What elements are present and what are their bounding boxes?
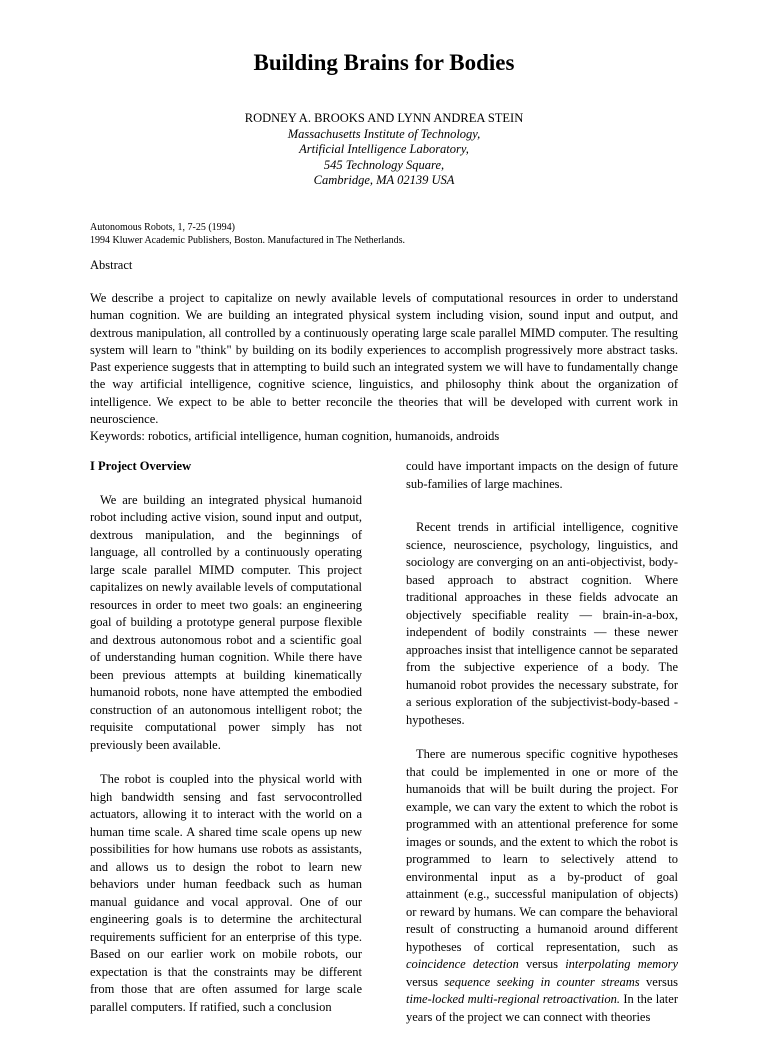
affiliation-line: Cambridge, MA 02139 USA [313, 173, 455, 187]
journal-citation: Autonomous Robots, 1, 7-25 (1994) [90, 222, 235, 233]
section-heading: I Project Overview [90, 459, 192, 473]
hypothesis-term: time-locked multi-regional retroactivation. [406, 992, 620, 1006]
hypothesis-term: sequence seeking in counter streams [444, 974, 640, 989]
author-block [0, 111, 768, 189]
left-column [90, 458, 362, 1033]
body-paragraph [406, 746, 678, 1026]
abstract-text: We describe a project to capitalize on newly available levels of computational resources in order to understand human cognition. We are building an integrated physical system including vision, sound input and output, and dextrous manipulation, all controlled by a continuously operating large scale parallel MIMD computer. The resulting system will learn to "think" by building on its bodily experiences to accomplish progressively more abstract tasks. Past experience suggests that in attempting to build such an integrated system we will have to fundamentally change the way artificial intelligence, cognitive science, linguistics, and philosophy think about the organization of intelligence. We expect to be able to better reconcile the theories that will be developed with current work in neuroscience. [90, 291, 678, 427]
affiliation-line: Massachusetts Institute of Technology, [287, 126, 481, 141]
body-paragraph: Recent trends in artificial intelligence, cognitive science, neuroscience, psychology, linguistics, and sociology are converging on an anti-objectivist, body-based approach to abstract cognition. Where traditional approaches in these fields advocate an objectively specifiable reality — brain-in-a-box, independent of bodily constraints — these newer approaches insist that intelligence cannot be separated from the subjective experience of a body. The humanoid robot provides the necessary substrate, for a serious exploration of the subjectivist-body-based -hypotheses. [406, 520, 678, 727]
hypothesis-term: coincidence detection [406, 957, 519, 971]
abstract-heading: Abstract [90, 258, 133, 272]
right-column [406, 458, 678, 1043]
versus-text: versus [406, 974, 445, 989]
keywords: Keywords: robotics, artificial intelligence, human cognition, humanoids, androids [90, 429, 500, 443]
publication-info [90, 221, 405, 247]
affiliation-line: 545 Technology Square, [323, 157, 445, 172]
hypothesis-term: interpolating memory [565, 957, 678, 971]
body-paragraph: The robot is coupled into the physical world with high bandwidth sensing and fast servocontrolled actuators, allowing it to interact with the world on a human time scale. A shared time scale opens up new possibilities for how humans use robots as assistants, and allows us to design the robot to learn new behaviors under human feedback such as human manual guidance and vocal approval. One of our engineering goals is to determine the architectural requirements sufficient for an enterprise of this type. Based on our earlier work on mobile robots, our expectation is that the constraints may be different from those that are often assumed for large scale parallel computers. If ratified, such a conclusion [90, 772, 362, 1014]
versus-text: versus [518, 957, 566, 971]
affiliation-line: Artificial Intelligence Laboratory, [299, 142, 469, 156]
publisher-line: 1994 Kluwer Academic Publishers, Boston. Manufactured in The Netherlands. [90, 235, 406, 246]
paper-title: Building Brains for Bodies [253, 50, 515, 75]
body-paragraph: We are building an integrated physical humanoid robot including active vision, sound input and output, dextrous manipulation, and the beginnings of language, all controlled by a continuously operating large scale parallel MIMD computer. This project capitalizes on newly available levels of computational resources in order to meet two goals: an engineering goal of building a prototype general purpose flexible and dextrous autonomous robot and a scientific goal of understanding human cognition. While there have been previous attempts at building kinematically humanoid robots, none have attempted the embodied construction of an autonomous intelligent robot; the requisite computational power simply has not previously been available. [90, 492, 362, 752]
body-paragraph: could have important impacts on the design of future sub-families of large machines. [406, 459, 678, 491]
paragraph-text: In the later years of the project we can connect with theories [406, 992, 678, 1024]
versus-text: versus [639, 974, 678, 989]
paragraph-text: There are numerous specific cognitive hypotheses that could be implemented in one or more of the humanoids that will be built during the project. For example, we can vary the extent to which the robot is programmed with an attentional preference for some images or sounds, and the extent to which the robot is programmed to learn to selectively attend to environmental input as a by-product of goal attainment (e.g., successful manipulation of objects) or reward by humans. We can compare the behavioral result of constructing a humanoid around different hypotheses of cortical representation, such as [406, 747, 678, 954]
author-names: RODNEY A. BROOKS AND LYNN ANDREA STEIN [244, 111, 524, 125]
